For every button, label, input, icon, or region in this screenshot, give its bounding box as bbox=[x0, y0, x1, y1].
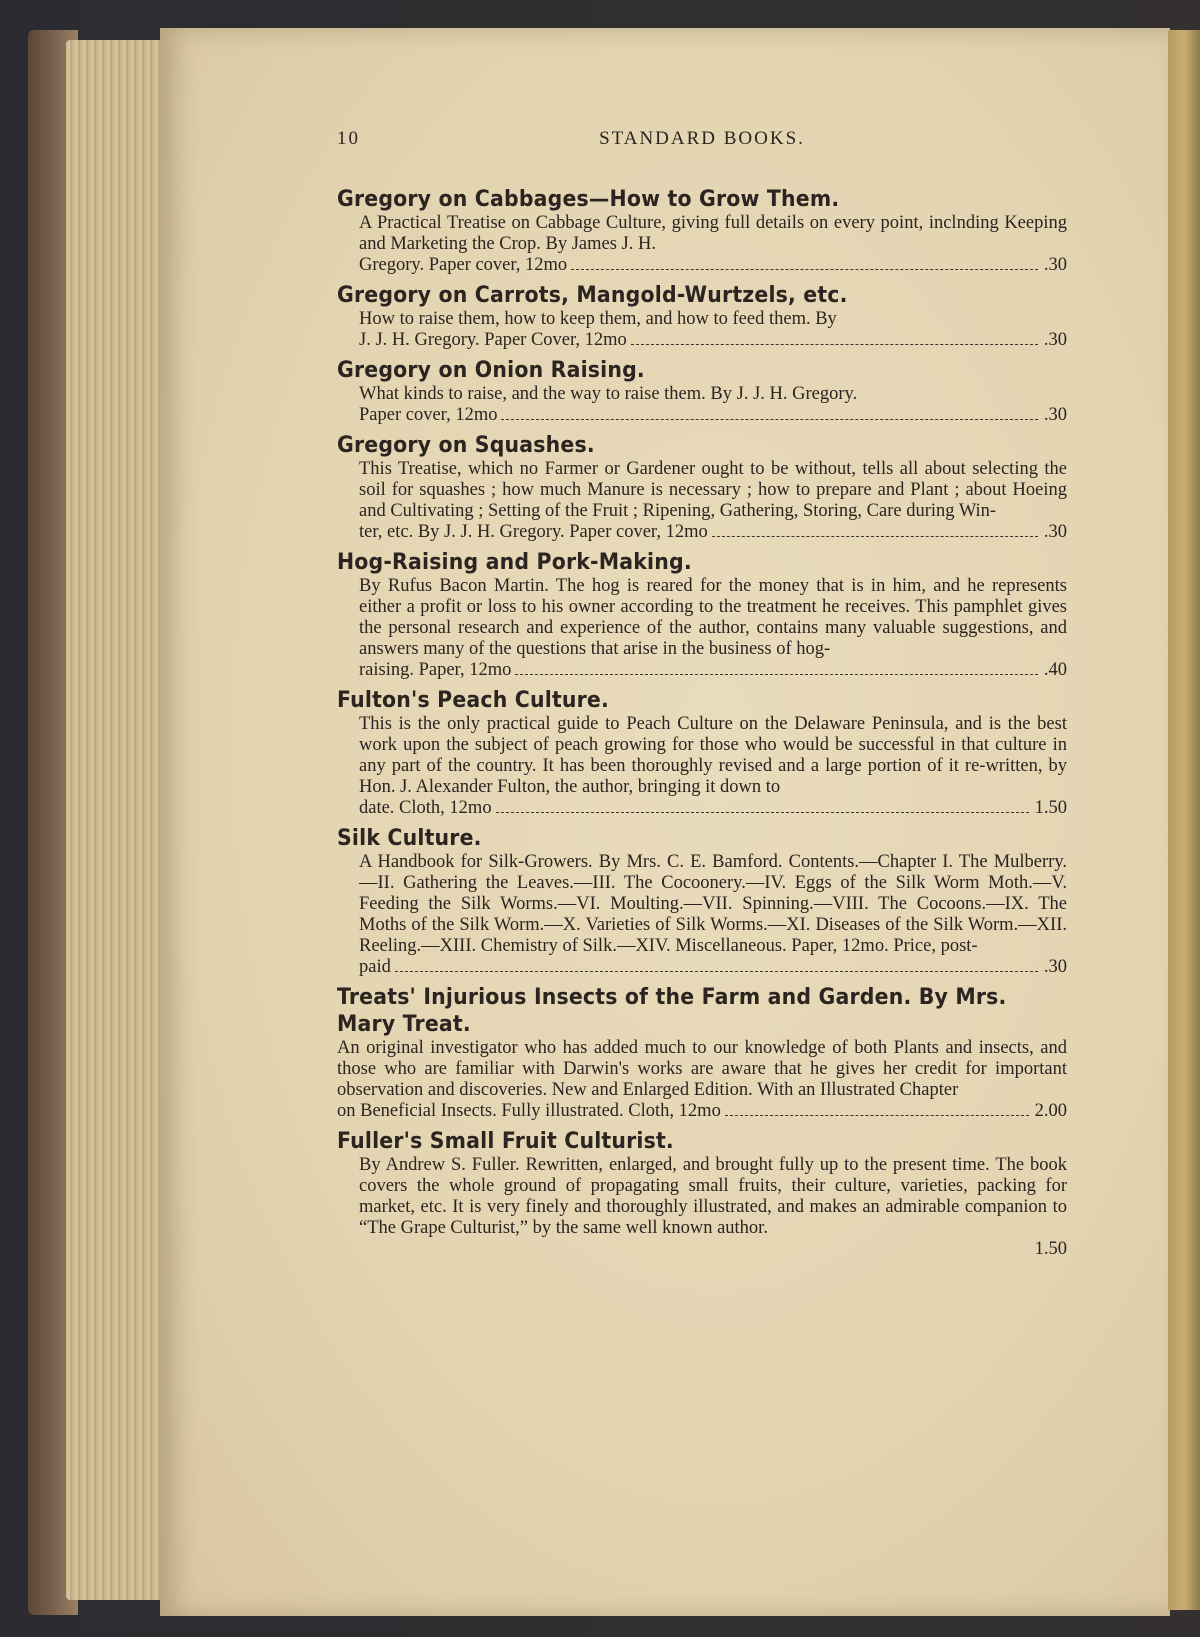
price-line bbox=[359, 255, 1067, 276]
entry-price: 1.50 bbox=[1034, 798, 1067, 818]
price-line bbox=[359, 405, 1067, 426]
price-line bbox=[359, 957, 1067, 978]
entry-price: 2.00 bbox=[1034, 1101, 1067, 1121]
entry-title: Fuller's Small Fruit Culturist. bbox=[337, 1129, 674, 1154]
entry-description bbox=[337, 213, 1067, 276]
price-line bbox=[337, 1101, 1067, 1122]
entry-title: Gregory on Squashes. bbox=[337, 433, 595, 458]
entry-description bbox=[337, 384, 1067, 426]
entry-format: J. J. H. Gregory. Paper Cover, 12mo bbox=[359, 330, 627, 350]
book-entry bbox=[337, 186, 1067, 276]
running-head bbox=[337, 128, 1067, 156]
entry-description bbox=[337, 1038, 1067, 1122]
entry-text: How to raise them, how to keep them, and how to feed them. By bbox=[359, 309, 837, 329]
entry-text: An original investigator who has added much to our knowledge of both Plants and insects, and those who are familiar with Darwin's works are aware that he gives her credit for important observation and discoveries. New and Enlarged Edition. With an Illustrated Chapter bbox=[337, 1038, 1067, 1100]
leader-dots bbox=[631, 344, 1038, 345]
entry-title: Fulton's Peach Culture. bbox=[337, 688, 609, 713]
entry-text: What kinds to raise, and the way to raise them. By J. J. H. Gregory. bbox=[359, 384, 858, 404]
entry-price: .40 bbox=[1043, 660, 1067, 680]
price-line bbox=[359, 798, 1067, 819]
page-number: 10 bbox=[337, 128, 360, 149]
price-line bbox=[359, 1239, 1067, 1260]
entry-price: .30 bbox=[1043, 957, 1067, 977]
leader-dots bbox=[571, 269, 1038, 270]
entry-text: A Practical Treatise on Cabbage Culture, giving full details on every point, inclnding Keeping and Marketing the Crop. By James J. H. bbox=[359, 213, 1067, 254]
entry-title: Gregory on Onion Raising. bbox=[337, 358, 645, 383]
leader-dots bbox=[515, 674, 1038, 675]
entry-title: Treats' Injurious Insects of the Farm and Garden. By Mrs. Mary Treat. bbox=[337, 985, 1007, 1037]
book-entry bbox=[337, 1128, 1067, 1260]
entry-text: This is the only practical guide to Peach Culture on the Delaware Peninsula, and is the best work upon the subject of peach growing for those who would be successful in that culture in any part of the country. It has been thoroughly revised and a large portion of it re-written, by Hon. J. Alexander Fulton, the author, bringing it down to bbox=[359, 714, 1067, 797]
entry-format: Gregory. Paper cover, 12mo bbox=[359, 255, 568, 275]
entry-format: Paper cover, 12mo bbox=[359, 405, 498, 425]
book-entry bbox=[337, 825, 1067, 978]
page-content bbox=[337, 128, 1067, 1266]
entry-description bbox=[337, 459, 1067, 543]
facing-page-edge bbox=[1168, 30, 1200, 1610]
entry-text: This Treatise, which no Farmer or Gardener ought to be without, tells all about selecting the soil for squashes ; how much Manure is necessary ; how to prepare and Plant ; about Hoeing and Cultivating ; Setting of the Fruit ; Ripening, Gathering, Storing, Care during Win- bbox=[359, 459, 1067, 521]
book-entry bbox=[337, 357, 1067, 426]
entry-text: By Andrew S. Fuller. Rewritten, enlarged, and brought fully up to the present time. The book covers the whole ground of propagating small fruits, their culture, varieties, packing for market, etc. It is very finely and thoroughly illustrated, and makes an admirable companion to “The Grape Culturist,” by the same well known author. bbox=[359, 1155, 1067, 1238]
book-entry bbox=[337, 282, 1067, 351]
book-entry bbox=[337, 687, 1067, 819]
book-entry bbox=[337, 432, 1067, 543]
price-line bbox=[359, 522, 1067, 543]
book-entry bbox=[337, 549, 1067, 681]
leader-dots bbox=[501, 419, 1037, 420]
entry-title: Silk Culture. bbox=[337, 826, 482, 851]
running-title: STANDARD BOOKS. bbox=[599, 128, 805, 149]
entry-title: Hog-Raising and Pork-Making. bbox=[337, 550, 692, 575]
entry-price: .30 bbox=[1043, 522, 1067, 542]
book-entry bbox=[337, 984, 1067, 1122]
entry-format: on Beneficial Insects. Fully illustrated. Cloth, 12mo bbox=[337, 1101, 721, 1121]
entry-price: .30 bbox=[1043, 405, 1067, 425]
entry-price: .30 bbox=[1043, 255, 1067, 275]
leader-dots bbox=[496, 812, 1029, 813]
entry-text: By Rufus Bacon Martin. The hog is reared for the money that is in him, and he represents either a profit or loss to his owner according to the treatment he receives. This pamphlet gives the personal research and experience of the author, contains many valuable suggestions, and answers many of the questions that arise in the business of hog- bbox=[359, 576, 1067, 659]
entry-description bbox=[337, 852, 1067, 978]
entry-price: .30 bbox=[1043, 330, 1067, 350]
price-line bbox=[359, 330, 1067, 351]
leader-dots bbox=[712, 536, 1038, 537]
entry-text: A Handbook for Silk-Growers. By Mrs. C. E. Bamford. Contents.—Chapter I. The Mulberry.—II. Gathering the Leaves.—III. The Cocoonery.—IV. Eggs of the Silk Worm Moth.—V. Feeding the Silk Worms.—VI. Moulting.—VII. Spinning.—VIII. The Cocoons.—IX. The Moths of the Silk Worm.—X. Varieties of Silk Worms.—XI. Diseases of the Silk Worm.—XII. Reeling.—XIII. Chemistry of Silk.—XIV. Miscellaneous. Paper, 12mo. Price, post- bbox=[359, 852, 1067, 956]
leader-dots bbox=[395, 971, 1038, 972]
entry-format: ter, etc. By J. J. H. Gregory. Paper cover, 12mo bbox=[359, 522, 708, 542]
entry-title: Gregory on Carrots, Mangold-Wurtzels, etc. bbox=[337, 283, 848, 308]
entry-title: Gregory on Cabbages—How to Grow Them. bbox=[337, 187, 840, 212]
entry-description bbox=[337, 309, 1067, 351]
entry-format: raising. Paper, 12mo bbox=[359, 660, 512, 680]
entry-format: date. Cloth, 12mo bbox=[359, 798, 492, 818]
entry-description bbox=[337, 714, 1067, 819]
price-line bbox=[359, 660, 1067, 681]
entry-format: paid bbox=[359, 957, 391, 977]
entry-price: 1.50 bbox=[1034, 1239, 1067, 1259]
entry-description bbox=[337, 1155, 1067, 1260]
leader-dots bbox=[725, 1115, 1029, 1116]
entry-description bbox=[337, 576, 1067, 681]
